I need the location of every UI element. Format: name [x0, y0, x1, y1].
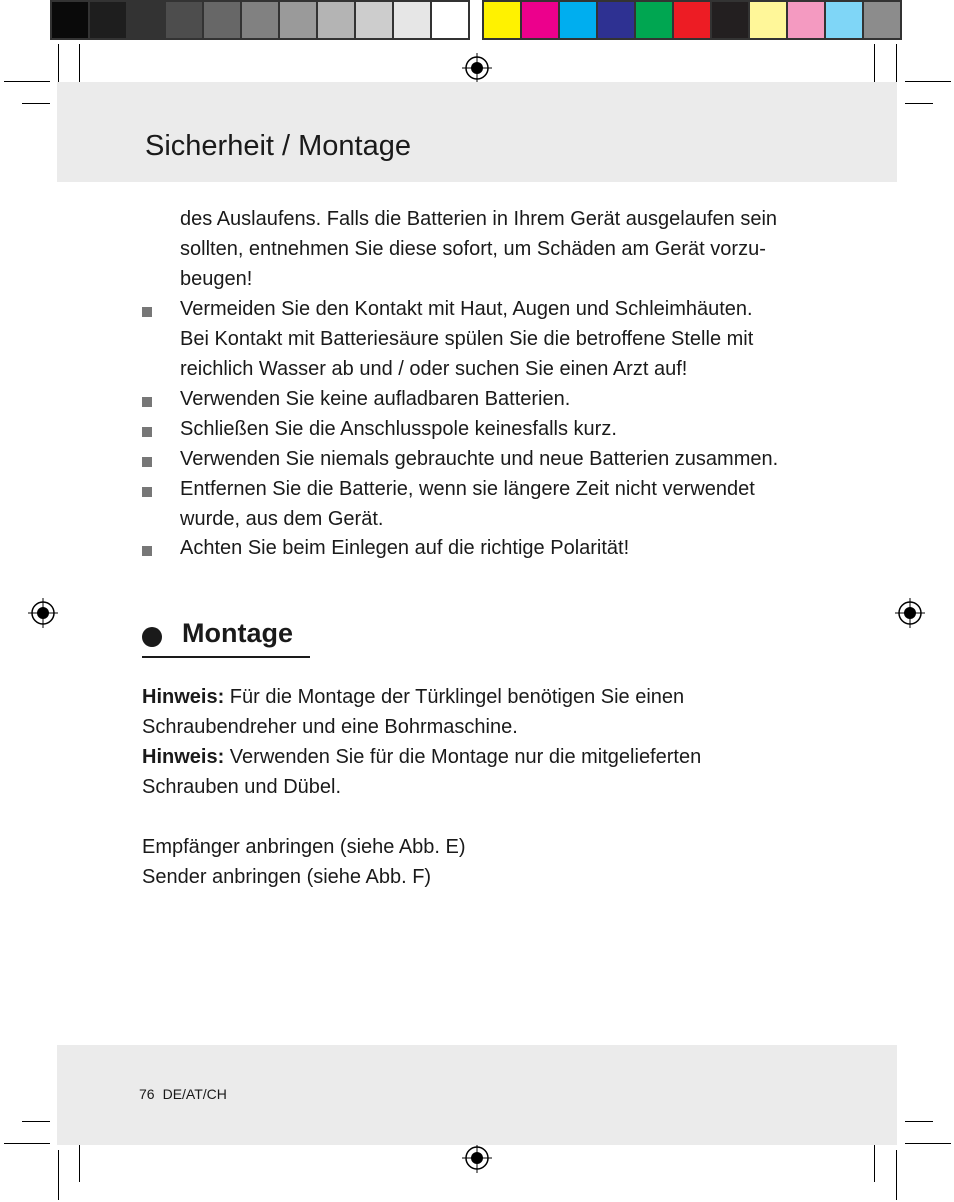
color-swatch [712, 2, 748, 38]
section-heading [142, 620, 310, 658]
color-swatch [864, 2, 900, 38]
process-color-bar [482, 0, 902, 40]
note-text: Verwenden Sie für die Montage nur die mitgelieferten [224, 746, 702, 768]
square-bullet-icon [142, 457, 152, 467]
section-title: Montage [182, 618, 293, 648]
note-text: Für die Montage der Türklingel benötigen Sie einen [224, 686, 685, 708]
text-line: Vermeiden Sie den Kontakt mit Haut, Augen und Schleimhäuten. [180, 298, 753, 320]
page-title: Sicherheit / Montage [145, 130, 411, 162]
note-text: Schrauben und Dübel. [142, 776, 342, 798]
gray-swatch [280, 2, 316, 38]
gray-swatch [128, 2, 164, 38]
square-bullet-icon [142, 546, 152, 556]
note-text: Schraubendreher und eine Bohrmaschine. [142, 716, 518, 738]
gray-swatch [432, 2, 468, 38]
color-swatch [484, 2, 520, 38]
note-label: Hinweis: [142, 686, 225, 708]
color-swatch [560, 2, 596, 38]
text-line: beugen! [180, 268, 253, 290]
text-line: Verwenden Sie niemals gebrauchte und neue Batterien zusammen. [180, 448, 779, 470]
header-band [57, 82, 897, 182]
text-line: Bei Kontakt mit Batteriesäure spülen Sie die betroffene Stelle mit [180, 328, 754, 350]
gray-swatch [166, 2, 202, 38]
gray-swatch [242, 2, 278, 38]
text-line: Schließen Sie die Anschlusspole keinesfalls kurz. [180, 418, 617, 440]
footer-band [57, 1045, 897, 1145]
text-line: des Auslaufens. Falls die Batterien in Ihrem Gerät ausgelaufen sein [180, 208, 778, 230]
color-swatch [750, 2, 786, 38]
text-line: Entfernen Sie die Batterie, wenn sie längere Zeit nicht verwendet [180, 478, 755, 500]
gray-swatch [52, 2, 88, 38]
gray-swatch [318, 2, 354, 38]
gray-swatch [204, 2, 240, 38]
text-line: Verwenden Sie keine aufladbaren Batterien. [180, 388, 571, 410]
square-bullet-icon [142, 397, 152, 407]
step-receiver: Empfänger anbringen (siehe Abb. E) [142, 836, 466, 858]
square-bullet-icon [142, 307, 152, 317]
registration-mark-icon [462, 1143, 492, 1173]
color-swatch [826, 2, 862, 38]
registration-mark-icon [462, 53, 492, 83]
text-line: sollten, entnehmen Sie diese sofort, um Schäden am Gerät vorzu- [180, 238, 766, 260]
footer [139, 1086, 235, 1102]
color-swatch [522, 2, 558, 38]
color-swatch [674, 2, 710, 38]
text-line: Achten Sie beim Einlegen auf die richtige Polarität! [180, 537, 630, 559]
color-swatch [598, 2, 634, 38]
registration-mark-icon [895, 598, 925, 628]
text-line: wurde, aus dem Gerät. [180, 508, 384, 530]
bullet-dot-icon [142, 627, 162, 647]
text-line: reichlich Wasser ab und / oder suchen Sie einen Arzt auf! [180, 358, 688, 380]
grayscale-color-bar [50, 0, 470, 40]
registration-mark-icon [28, 598, 58, 628]
page-number: 76 [139, 1086, 155, 1102]
color-swatch [636, 2, 672, 38]
gray-swatch [394, 2, 430, 38]
square-bullet-icon [142, 427, 152, 437]
note-label: Hinweis: [142, 746, 225, 768]
gray-swatch [356, 2, 392, 38]
color-swatch [788, 2, 824, 38]
region-label: DE/AT/CH [162, 1086, 227, 1102]
square-bullet-icon [142, 487, 152, 497]
step-transmitter: Sender anbringen (siehe Abb. F) [142, 866, 432, 888]
gray-swatch [90, 2, 126, 38]
